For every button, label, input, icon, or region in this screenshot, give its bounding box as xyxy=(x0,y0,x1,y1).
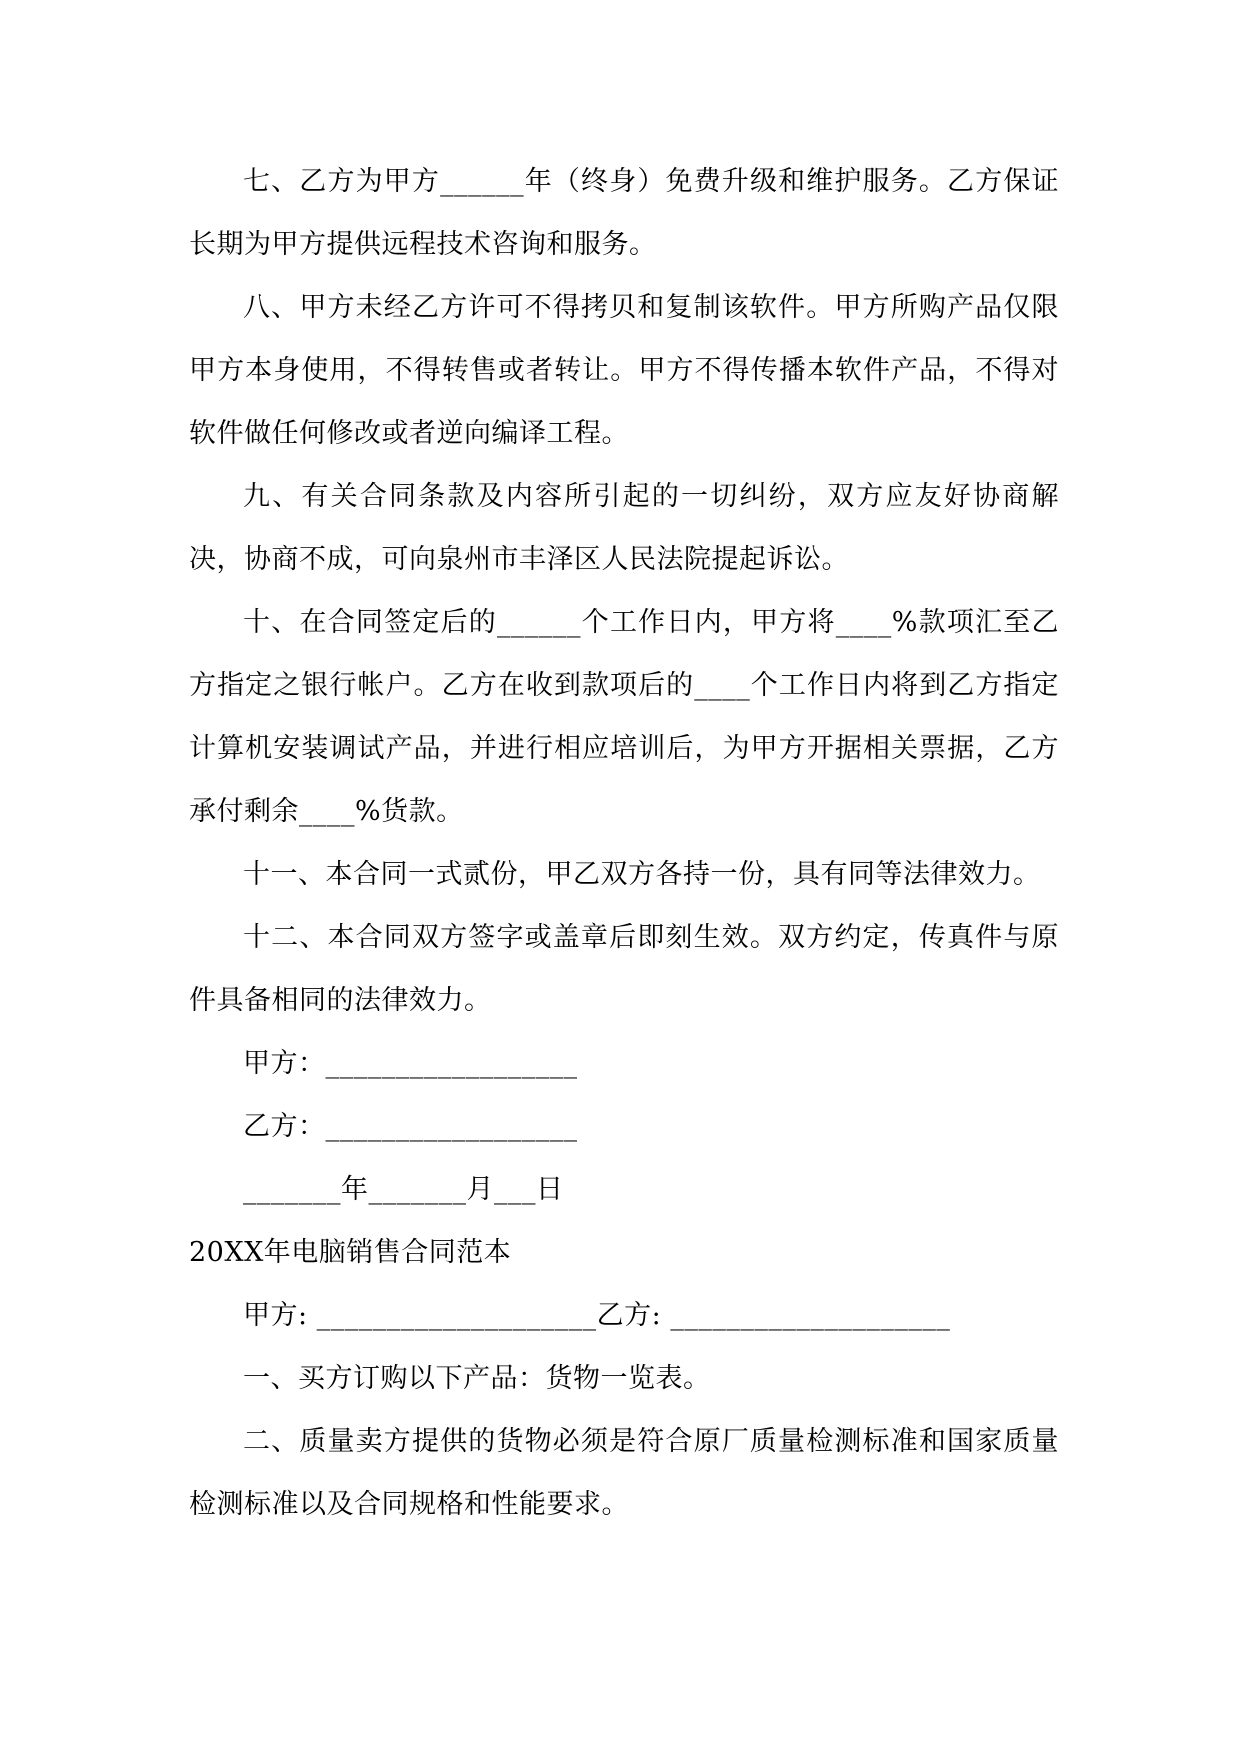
second-contract-parties: 甲方: ____________________乙方: ____________________ xyxy=(243,1300,951,1331)
clause-12: 十二、本合同双方签字或盖章后即刻生效。双方约定，传真件与原件具备相同的法律效力。 xyxy=(189,922,1059,1016)
signature-party-a: 甲方：__________________ xyxy=(243,1048,578,1079)
signature-party-b: 乙方：__________________ xyxy=(243,1111,578,1142)
clause-10: 十、在合同签定后的______个工作日内，甲方将____%款项汇至乙方指定之银行帐户。乙方在收到款项后的____个工作日内将到乙方指定计算机安装调试产品，并进行相应培训后，为甲方开据相关票据，乙方承付剩余____%货款。 xyxy=(189,607,1059,827)
second-contract-title: 20XX年电脑销售合同范本 xyxy=(189,1237,512,1268)
clause-8: 八、甲方未经乙方许可不得拷贝和复制该软件。甲方所购产品仅限甲方本身使用，不得转售或者转让。甲方不得传播本软件产品，不得对软件做任何修改或者逆向编译工程。 xyxy=(189,292,1059,449)
clause-11: 十一、本合同一式贰份，甲乙双方各持一份，具有同等法律效力。 xyxy=(243,859,1041,890)
clause-7: 七、乙方为甲方______年（终身）免费升级和维护服务。乙方保证长期为甲方提供远程技术咨询和服务。 xyxy=(189,166,1059,260)
second-clause-2: 二、质量卖方提供的货物必须是符合原厂质量检测标准和国家质量检测标准以及合同规格和性能要求。 xyxy=(189,1426,1059,1520)
second-clause-1: 一、买方订购以下产品：货物一览表。 xyxy=(243,1363,711,1394)
document-page xyxy=(189,150,1059,1536)
clause-9: 九、有关合同条款及内容所引起的一切纠纷，双方应友好协商解决，协商不成，可向泉州市丰泽区人民法院提起诉讼。 xyxy=(189,481,1059,575)
signature-date: _______年_______月___日 xyxy=(243,1174,564,1205)
